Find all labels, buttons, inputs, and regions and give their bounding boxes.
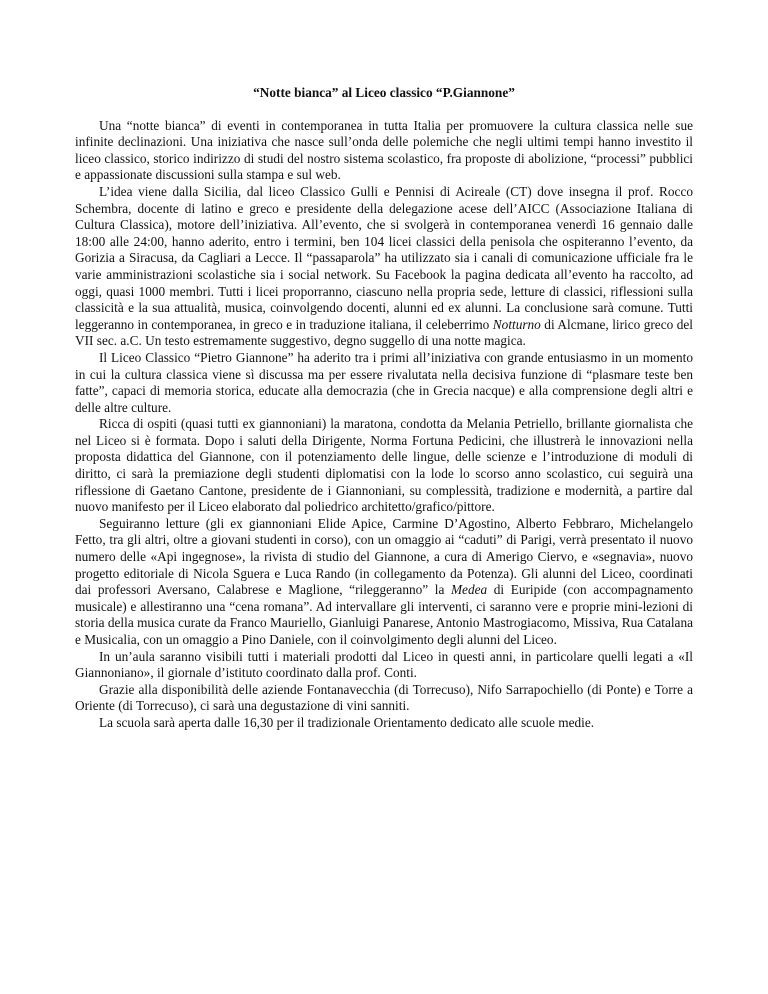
paragraph bbox=[75, 118, 693, 184]
italic-title: Medea bbox=[450, 582, 488, 598]
paragraph-text: Ricca di ospiti (quasi tutti ex giannoniani) la maratona, condotta da Melania Petriello, brillante giornalista che nel Liceo si è formata. Dopo i saluti della Dirigente, Norma Fortuna Pedicini, che illustrerà le innovazioni nella proposta didattica del Giannone, con il potenziamento delle lingue, delle scienze e l’introduzione di moduli di diritto, ci sarà la premiazione degli studenti diplomatisi con la lode lo scorso anno scolastico, cui seguirà una riflessione di Gaetano Cantone, presidente de i Giannoniani, su complessità, tradizione e modernità, a partire dal nuovo manifesto per il Liceo elaborato dal poliedrico architetto/grafico/pittore. bbox=[75, 416, 693, 515]
paragraph bbox=[75, 715, 693, 732]
paragraph bbox=[75, 516, 693, 649]
paragraph-text: Seguiranno letture (gli ex giannoniani Elide Apice, Carmine D’Agostino, Alberto Febbraro, Michelangelo Fetto, tra gli altri, oltre a giovani studenti in corso), con un omaggio ai “caduti” di Parigi, verrà presentato il nuovo numero delle «Api ingegnose», la rivista di studio del Giannone, a cura di Amerigo Ciervo, e «segnavia», nuovo progetto editoriale di Nicola Sguera e Luca Rando (in collegamento da Potenza). Gli alunni del Liceo, coordinati dai professori Aversano, Calabrese e Maglione, “rileggeranno” la bbox=[75, 515, 693, 598]
paragraph-text: di Alcmane, lirico greco del VII sec. a.C. Un testo estremamente suggestivo, degno suggello di una notte magica. bbox=[75, 316, 693, 349]
paragraph bbox=[75, 649, 693, 682]
paragraph-text: In un’aula saranno visibili tutti i materiali prodotti dal Liceo in questi anni, in particolare quelli legati a «Il Giannoniano», il giornale d’istituto coordinato dalla prof. Conti. bbox=[75, 648, 693, 681]
paragraph-text: Grazie alla disponibilità delle aziende Fontanavecchia (di Torrecuso), Nifo Sarrapochiello (di Ponte) e Torre a Oriente (di Torrecuso), ci sarà una degustazione di vini sanniti. bbox=[75, 681, 693, 714]
paragraph bbox=[75, 682, 693, 715]
paragraph bbox=[75, 416, 693, 516]
document-title: “Notte bianca” al Liceo classico “P.Giannone” bbox=[253, 85, 515, 100]
paragraph-text: Una “notte bianca” di eventi in contemporanea in tutta Italia per promuovere la cultura classica nelle sue infinite declinazioni. Una iniziativa che nasce sull’onda delle polemiche che negli ultimi tempi hanno investito il liceo classico, storico indirizzo di studi del nostro sistema scolastico, fra proposte di abolizione, “processi” pubblici e appassionate discussioni sulla stampa e sul web. bbox=[75, 117, 693, 183]
italic-title: Notturno bbox=[492, 316, 541, 332]
paragraph bbox=[75, 184, 693, 350]
paragraph-text: La scuola sarà aperta dalle 16,30 per il tradizionale Orientamento dedicato alle scuole medie. bbox=[99, 714, 595, 730]
paragraph bbox=[75, 350, 693, 416]
document-body bbox=[75, 118, 693, 732]
paragraph-text: L’idea viene dalla Sicilia, dal liceo Classico Gulli e Pennisi di Acireale (CT) dove insegna il prof. Rocco Schembra, docente di latino e greco e presidente della delegazione acese dell’AICC (Associazione Italiana di Cultura Classica), motore dell’iniziativa. All’evento, che si svolgerà in contemporanea venerdì 16 gennaio dalle 18:00 alle 24:00, hanno aderito, entro i termini, ben 104 licei classici della penisola che ospiteranno l’evento, da Gorizia a Siracusa, da Cagliari a Lecce. Il “passaparola” ha utilizzato sia i canali di comunicazione ufficiale fra le varie amministrazioni scolastiche sia i social network. Su Facebook la pagina dedicata all’evento ha raccolto, ad oggi, quasi 1000 membri. Tutti i licei proporranno, ciascuno nella propria sede, letture di classici, riflessioni sulla classicità e la sua attualità, musica, coinvolgendo docenti, alunni ed ex alunni. La conclusione sarà comune. Tutti leggeranno in contemporanea, in greco e in traduzione italiana, il celeberrimo bbox=[75, 183, 693, 332]
document-page bbox=[75, 85, 693, 732]
paragraph-text: Il Liceo Classico “Pietro Giannone” ha aderito tra i primi all’iniziativa con grande entusiasmo in un momento in cui la cultura classica viene sì discussa ma per essere rivalutata nella decisiva funzione di “plasmare teste ben fatte”, capaci di memoria storica, educate alla democrazia (che in Grecia nacque) e alla comprensione degli altri e delle altre culture. bbox=[75, 349, 693, 415]
paragraph-text: di Euripide (con accompagnamento musicale) e allestiranno una “cena romana”. Ad intervallare gli interventi, ci saranno vere e proprie mini-lezioni di storia della musica curate da Franco Mauriello, Gianluigi Panarese, Antonio Mastrogiacomo, Missiva, Rua Catalana e Musicalia, con un omaggio a Pino Daniele, con il coinvolgimento degli alunni del Liceo. bbox=[75, 582, 693, 647]
